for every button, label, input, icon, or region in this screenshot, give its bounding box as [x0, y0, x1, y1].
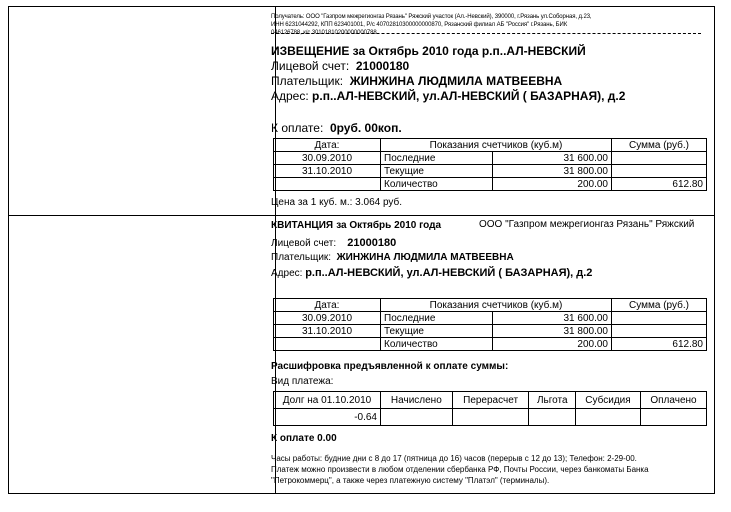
- cell-reading: 200.00: [493, 178, 612, 191]
- table-row: [274, 409, 707, 426]
- notice-account: [271, 59, 409, 73]
- cell-date: [274, 178, 381, 191]
- account-label: Лицевой счет:: [271, 59, 350, 73]
- notice-payer: [271, 74, 562, 88]
- cell-reading: 200.00: [493, 338, 612, 351]
- table-header-row: [274, 299, 707, 312]
- receipt-meter-table: [273, 298, 707, 351]
- table-header-row: [274, 139, 707, 152]
- breakdown-table: [273, 391, 707, 426]
- header-charged: Начислено: [381, 392, 453, 409]
- address-value: р.п..АЛ-НЕВСКИЙ, ул.АЛ-НЕВСКИЙ ( БАЗАРНАЯ), д.2: [312, 89, 626, 103]
- receipt-org: ООО "Газпром межрегионгаз Рязань" Ряжский: [479, 219, 695, 230]
- cell-kind: Количество: [381, 178, 493, 191]
- header-benefit: Льгота: [529, 392, 576, 409]
- cell-kind: Текущие: [381, 325, 493, 338]
- receipt-account: [271, 237, 396, 249]
- table-row: [274, 338, 707, 351]
- price-per-unit: Цена за 1 куб. м.: 3.064 руб.: [271, 197, 403, 208]
- cell-date: [274, 338, 381, 351]
- footer-line-1: Часы работы: будние дни с 8 до 17 (пятница до 16) часов (перерыв с 12 до 13); Телефон: 2-29-00.: [271, 454, 637, 463]
- cell-sum: [612, 325, 707, 338]
- payer-label: Плательщик:: [271, 74, 344, 88]
- due-value: 0руб. 00коп.: [329, 121, 402, 135]
- footer-line-3: "Петрокоммерц", а также через платежную систему "Платэл" (терминалы).: [271, 476, 550, 485]
- account-value: 21000180: [347, 237, 397, 249]
- notice-title: ИЗВЕЩЕНИЕ за Октябрь 2010 года р.п..АЛ-НЕВСКИЙ: [271, 44, 586, 58]
- cell-sum: [612, 165, 707, 178]
- cell-charged: [381, 409, 453, 426]
- notice-meter-table: [273, 138, 707, 191]
- cell-reading: 31 600.00: [493, 152, 612, 165]
- account-label: Лицевой счет:: [271, 238, 337, 249]
- table-header-row: [274, 392, 707, 409]
- cell-sum: [612, 312, 707, 325]
- cell-sum: 612.80: [612, 338, 707, 351]
- cell-date: 30.09.2010: [274, 152, 381, 165]
- cell-kind: Текущие: [381, 165, 493, 178]
- payer-label: Плательщик:: [271, 252, 332, 263]
- receipt-payer: [271, 252, 514, 263]
- address-value: р.п..АЛ-НЕВСКИЙ, ул.АЛ-НЕВСКИЙ ( БАЗАРНАЯ), д.2: [305, 267, 593, 279]
- recipient-line-3: 046126788, к/с 30101810200000000788: [271, 30, 377, 36]
- cell-sum: [612, 152, 707, 165]
- cell-recalc: [452, 409, 529, 426]
- receipt-period: за Октябрь 2010 года: [336, 220, 442, 231]
- payment-type-label: Вид платежа:: [271, 376, 334, 387]
- recipient-line-1: Получатель: ООО "Газпром межрегионгаз Рязань" Ряжский участок (Ал.-Невский), 390000, г.Рязань ул.Соборная, д.23,: [271, 14, 592, 20]
- dashed-separator: [271, 33, 701, 34]
- due-label: К оплате:: [271, 121, 324, 135]
- cell-kind: Последние: [381, 312, 493, 325]
- cell-kind: Последние: [381, 152, 493, 165]
- cell-benefit: [529, 409, 576, 426]
- table-row: [274, 165, 707, 178]
- receipt-heading: [271, 219, 711, 231]
- footer-line-2: Платеж можно произвести в любом отделении сбербанка РФ, Почты России, через банкоматы Банка: [271, 465, 649, 474]
- table-row: [274, 312, 707, 325]
- header-readings: Показания счетчиков (куб.м): [381, 139, 612, 152]
- header-date: Дата:: [274, 299, 381, 312]
- recipient-line-2: ИНН 6231044292, КПП 623401001, Р/с 40702810300000000870, Рязанский филиал АБ "Россия" г.Рязань, БИК: [271, 22, 568, 28]
- table-row: [274, 325, 707, 338]
- cell-date: 30.09.2010: [274, 312, 381, 325]
- header-subsidy: Субсидия: [576, 392, 641, 409]
- address-label: Адрес:: [271, 89, 309, 103]
- header-sum: Сумма (руб.): [612, 299, 707, 312]
- table-row: [274, 152, 707, 165]
- address-label: Адрес:: [271, 268, 303, 279]
- header-sum: Сумма (руб.): [612, 139, 707, 152]
- cell-reading: 31 600.00: [493, 312, 612, 325]
- payer-value: ЖИНЖИНА ЛЮДМИЛА МАТВЕЕВНА: [336, 252, 514, 263]
- cell-subsidy: [576, 409, 641, 426]
- cell-sum: 612.80: [612, 178, 707, 191]
- cell-debt: -0.64: [274, 409, 381, 426]
- breakdown-title: Расшифровка предъявленной к оплате суммы:: [271, 361, 509, 372]
- payer-value: ЖИНЖИНА ЛЮДМИЛА МАТВЕЕВНА: [349, 74, 563, 88]
- header-readings: Показания счетчиков (куб.м): [381, 299, 612, 312]
- total-due: К оплате 0.00: [271, 433, 337, 444]
- notice-due: [271, 121, 402, 135]
- header-date: Дата:: [274, 139, 381, 152]
- table-row: [274, 178, 707, 191]
- cell-date: 31.10.2010: [274, 165, 381, 178]
- cell-kind: Количество: [381, 338, 493, 351]
- receipt-address: [271, 267, 592, 279]
- notice-address: [271, 89, 625, 103]
- cell-reading: 31 800.00: [493, 165, 612, 178]
- header-recalc: Перерасчет: [452, 392, 529, 409]
- cell-reading: 31 800.00: [493, 325, 612, 338]
- footer-info: [271, 453, 711, 486]
- cell-date: 31.10.2010: [274, 325, 381, 338]
- cell-paid: [640, 409, 706, 426]
- horizontal-divider: [9, 215, 714, 216]
- header-paid: Оплачено: [640, 392, 706, 409]
- header-debt: Долг на 01.10.2010: [274, 392, 381, 409]
- receipt-title: КВИТАНЦИЯ: [271, 220, 334, 231]
- account-value: 21000180: [355, 59, 410, 73]
